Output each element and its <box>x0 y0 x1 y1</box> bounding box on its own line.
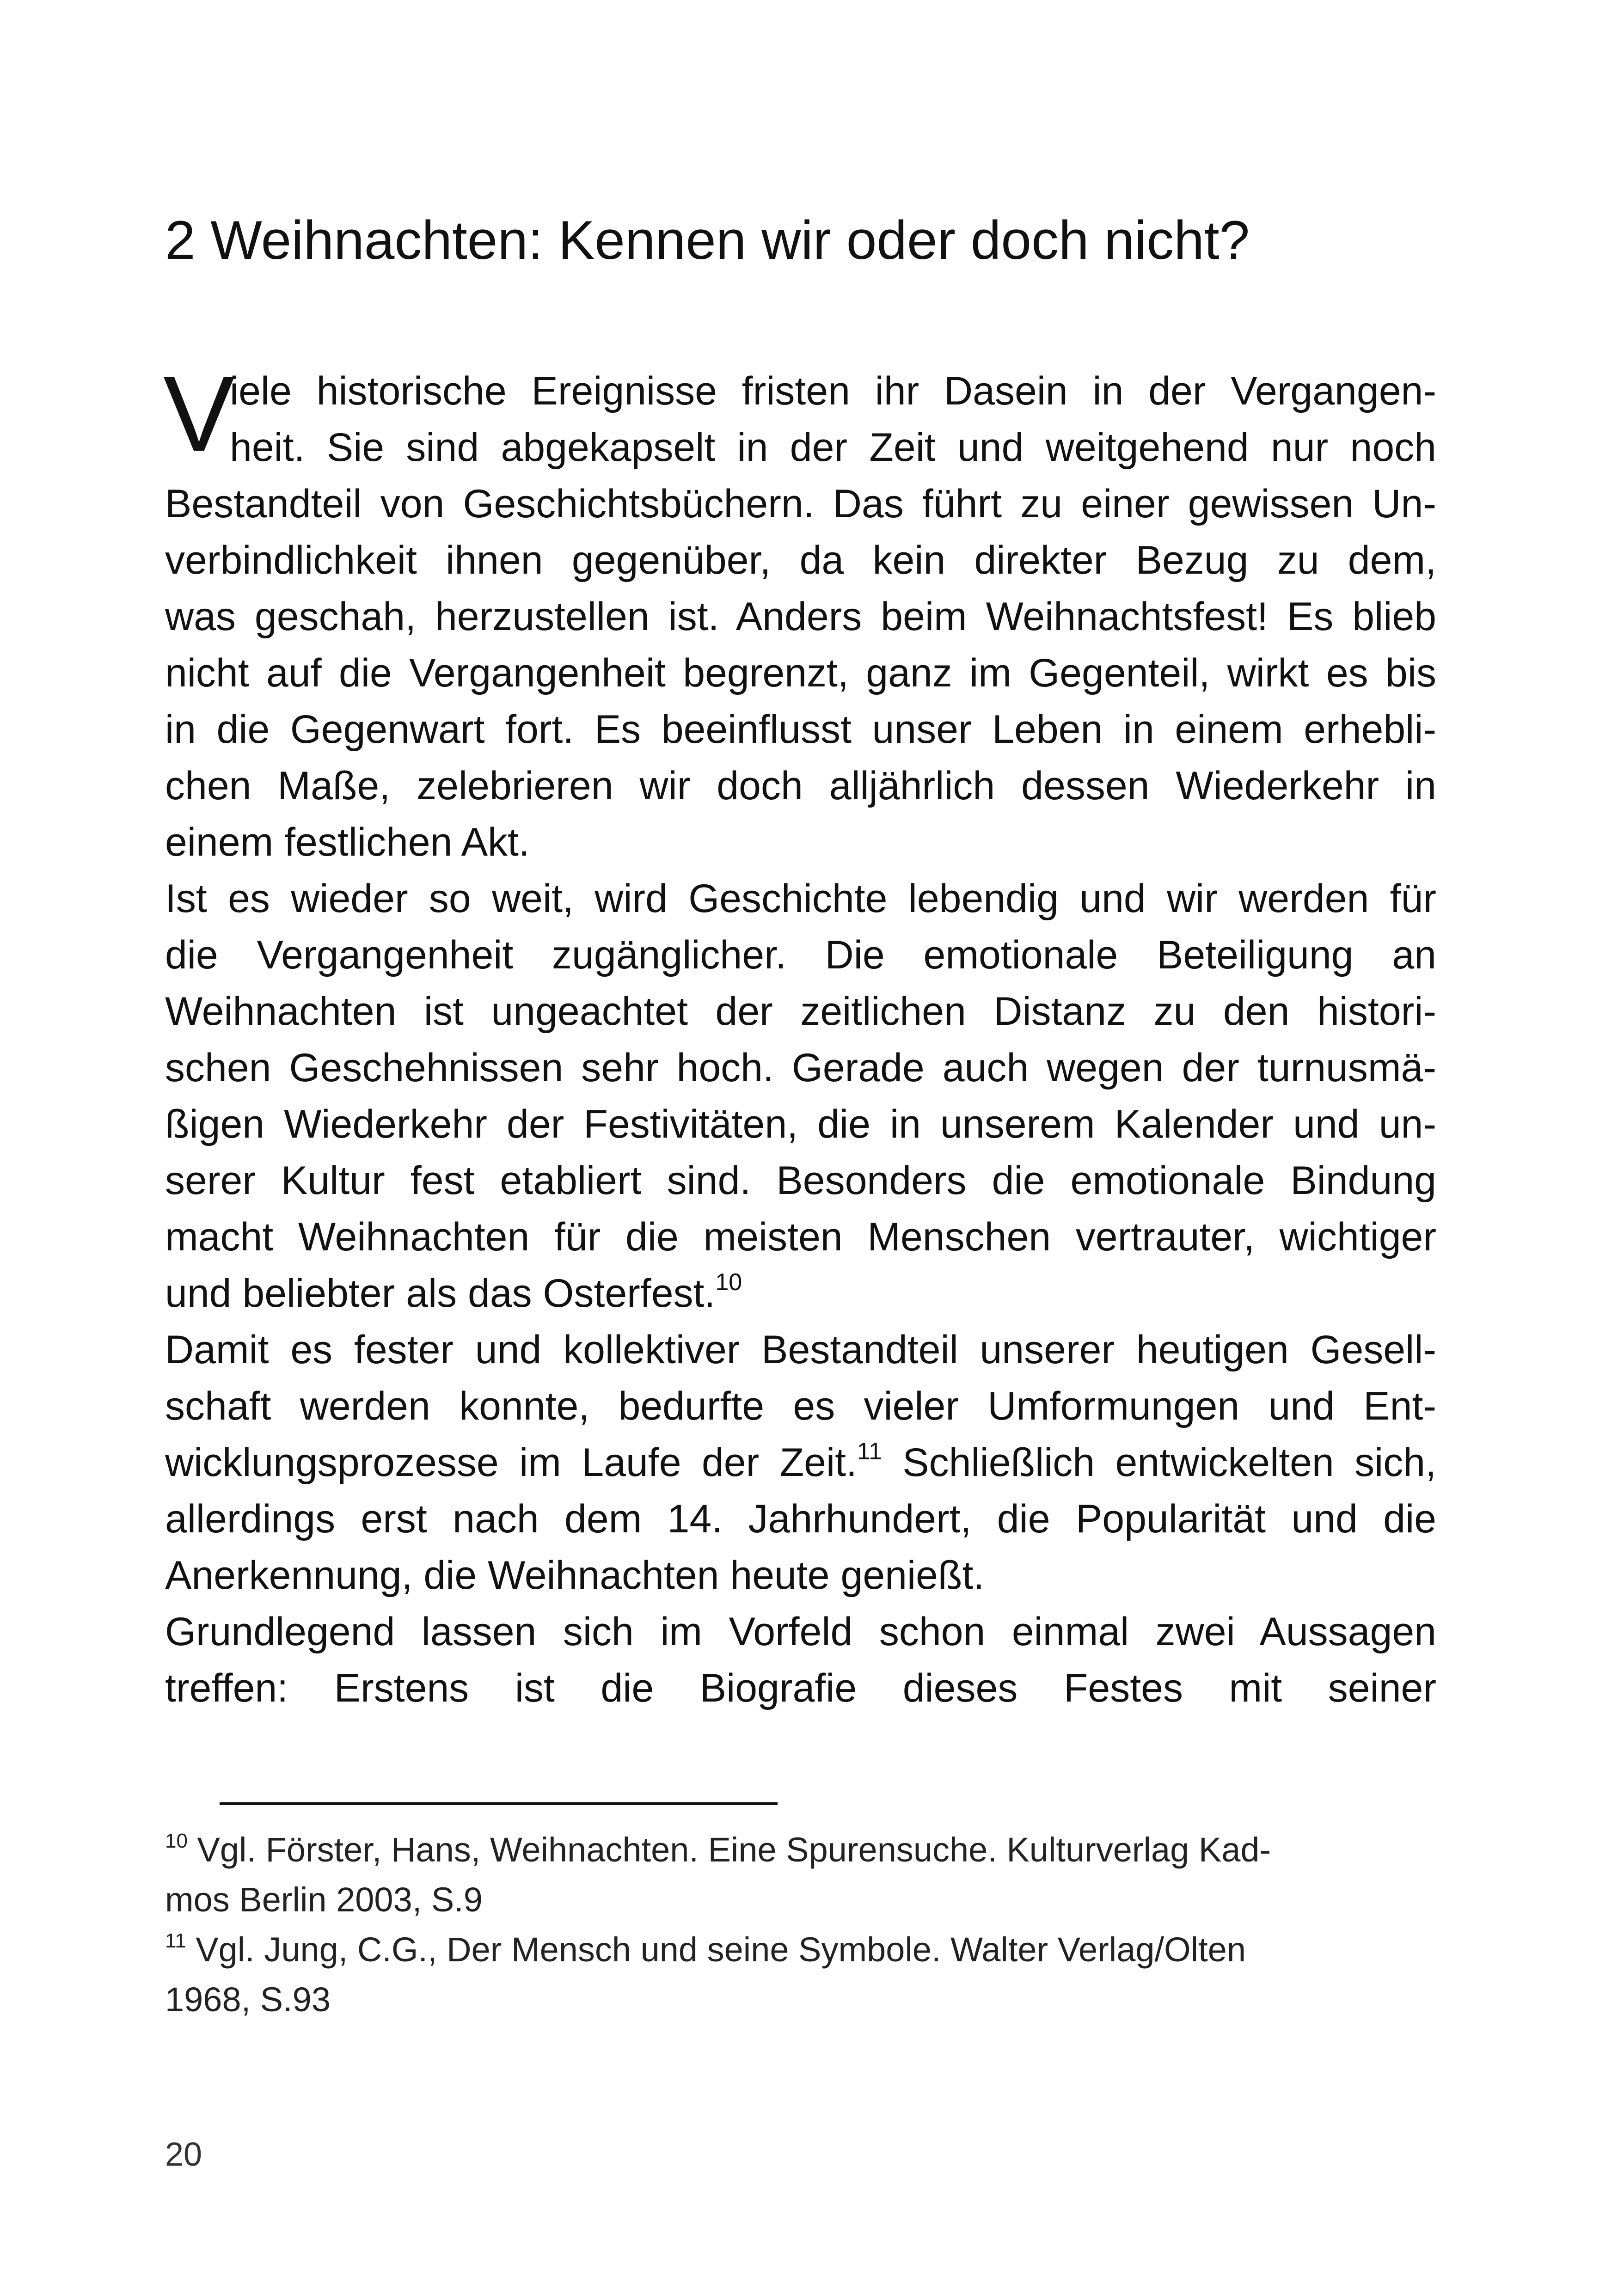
text-line <box>165 1660 1436 1716</box>
line-text: Grundlegend lassen sich im Vorfeld schon einmal zwei Aussagen <box>165 1610 1436 1654</box>
footnote-ref[interactable]: 11 <box>857 1438 882 1465</box>
line-text: allerdings erst nach dem 14. Jahrhundert, die Popularität und die <box>165 1497 1436 1541</box>
footnote-line <box>165 1825 1395 1875</box>
text-line <box>165 927 1436 983</box>
line-text: wicklungsprozesse im Laufe der Zeit. <box>165 1440 857 1485</box>
line-text: serer Kultur fest etabliert sind. Besonders die emotionale Bindung <box>165 1158 1436 1203</box>
line-text: Damit es fester und kollektiver Bestandteil unserer heutigen Gesell- <box>165 1328 1436 1372</box>
text-line <box>165 1604 1436 1660</box>
text-line <box>165 476 1436 532</box>
line-text: treffen: Erstens ist die Biografie dieses Festes mit seiner <box>165 1666 1436 1710</box>
text-line <box>165 701 1436 758</box>
footnote-line <box>165 1925 1395 1975</box>
line-text: Ist es wieder so weit, wird Geschichte lebendig und wir werden für <box>165 876 1436 921</box>
text-line <box>165 1378 1436 1434</box>
footnote-text: Vgl. Förster, Hans, Weihnachten. Eine Spurensuche. Kulturverlag Kad- <box>187 1831 1271 1869</box>
line-text: macht Weihnachten für die meisten Menschen vertrauter, wichtiger <box>165 1215 1436 1259</box>
footnote-number: 10 <box>165 1830 188 1852</box>
body-text <box>163 354 1436 1716</box>
text-line <box>165 1547 1436 1604</box>
drop-cap: V <box>163 354 235 474</box>
line-text: schaft werden konnte, bedurfte es vieler Umformungen und Ent- <box>165 1384 1436 1428</box>
text-line <box>165 1265 1436 1322</box>
text-line <box>165 1322 1436 1378</box>
text-line <box>165 814 1436 870</box>
text-line <box>165 588 1436 645</box>
line-text: was geschah, herzustellen ist. Anders beim Weihnachtsfest! Es blieb <box>165 594 1436 639</box>
line-text: Anerkennung, die Weihnachten heute genießt. <box>165 1553 985 1598</box>
footnote-separator <box>220 1802 778 1805</box>
line-text: heit. Sie sind abgekapselt in der Zeit und weitgehend nur noch <box>230 425 1436 470</box>
footnote-text: mos Berlin 2003, S.9 <box>165 1880 483 1919</box>
page-number: 20 <box>165 2136 202 2173</box>
chapter-title: 2 Weihnachten: Kennen wir oder doch nicht? <box>165 210 1250 271</box>
text-line <box>165 419 1436 476</box>
line-text: ßigen Wiederkehr der Festivitäten, die in unserem Kalender und un- <box>165 1102 1436 1146</box>
text-line <box>165 645 1436 701</box>
line-text: in die Gegenwart fort. Es beeinflusst unser Leben in einem erhebli- <box>165 707 1436 752</box>
text-line <box>165 1209 1436 1265</box>
line-text: schen Geschehnissen sehr hoch. Gerade auch wegen der turnusmä- <box>165 1046 1436 1090</box>
line-text: die Vergangenheit zugänglicher. Die emotionale Beteiligung an <box>165 933 1436 977</box>
footnote-number: 11 <box>165 1929 186 1952</box>
text-line <box>165 1491 1436 1547</box>
text-line <box>165 983 1436 1040</box>
text-line <box>165 1434 1436 1491</box>
line-text: iele historische Ereignisse fristen ihr Dasein in der Vergangen- <box>230 369 1436 413</box>
line-text: chen Maße, zelebrieren wir doch alljährlich dessen Wiederkehr in <box>165 764 1436 808</box>
line-text: Bestandteil von Geschichtsbüchern. Das führt zu einer gewissen Un- <box>165 482 1436 526</box>
line-text: nicht auf die Vergangenheit begrenzt, ganz im Gegenteil, wirkt es bis <box>165 651 1436 695</box>
text-line <box>165 870 1436 927</box>
footnote-ref[interactable]: 10 <box>715 1269 742 1296</box>
text-line <box>165 1152 1436 1209</box>
text-line <box>165 1096 1436 1152</box>
line-text: verbindlichkeit ihnen gegenüber, da kein direkter Bezug zu dem, <box>165 538 1436 582</box>
footnote-text: 1968, S.93 <box>165 1980 331 2019</box>
text-line <box>165 1040 1436 1096</box>
line-text: einem festlichen Akt. <box>165 820 530 864</box>
text-line <box>165 758 1436 814</box>
text-line <box>165 532 1436 588</box>
footnote-line <box>165 1875 1395 1925</box>
line-text: Schließlich entwickelten sich, <box>882 1440 1436 1485</box>
line-text: und beliebter als das Osterfest. <box>165 1271 716 1316</box>
footnote-line <box>165 1975 1395 2025</box>
footnote-text: Vgl. Jung, C.G., Der Mensch und seine Symbole. Walter Verlag/Olten <box>186 1930 1246 1969</box>
footnotes <box>165 1825 1395 2025</box>
line-text: Weihnachten ist ungeachtet der zeitlichen Distanz zu den histori- <box>165 989 1436 1034</box>
